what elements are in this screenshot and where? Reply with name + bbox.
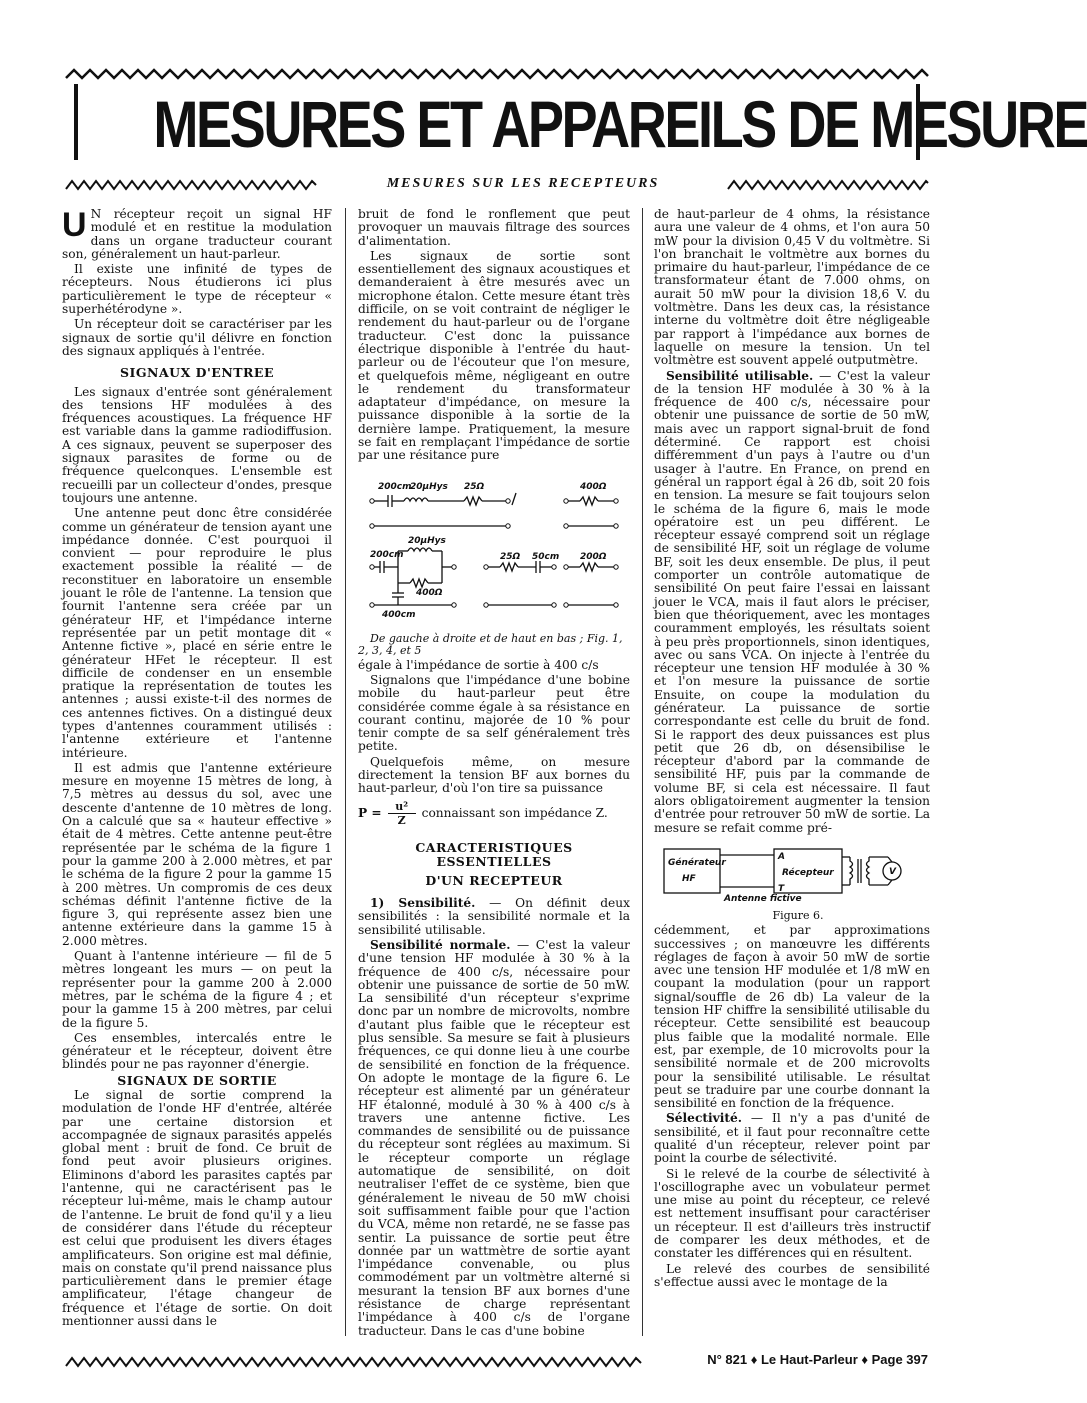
paragraph: Si le relevé de la courbe de sélectivité à l'oscillographe avec un vobulateur permet une mise au point du récepteur, ce relevé est nettement insuffisant pour caractériser un récepteur. Il est d'ailleurs très instructif de comparer les deux méthodes, et de constater les différences qui en résultent. (654, 1166, 930, 1261)
subtitle-line (66, 176, 928, 194)
fig6-generator-label: HF (682, 873, 696, 884)
fig6-receiver-label: Récepteur (782, 867, 834, 878)
fig-label: 50cm (532, 551, 560, 562)
masthead (66, 68, 1087, 164)
column-1 (62, 208, 332, 1330)
paragraph: Le relevé des courbes de sensibilité s'effectue aussi avec le montage de la (654, 1261, 930, 1289)
subtitle-zigzag-right (728, 179, 928, 191)
formula-lhs: P = (358, 805, 382, 820)
paragraph: Une antenne peut donc être considérée comme un générateur de tension ayant une impédance donnée. C'est pourquoi il convient — pour reproduire le plus exactement possible la réalité — de reconstituer en laboratoire un ensemble jouant le rôle de l'antenne. La tension que fournit l'antenne sera créée par un générateur HF, et l'impédance interne représentée par un petit montage dit « Antenne fictive », placé en série entre le générateur HFet le récepteur. Il est difficile de condenser en un ensemble pratique la représentation de toutes les antennes ; aussi existe-t-il des normes de ces antennes fictives. On a distingué deux types d'antennes couramment utilisés : l'antenne extérieure et l'antenne intérieure. (62, 506, 332, 760)
fig-label: 400Ω (416, 587, 443, 598)
fig-label: 200cm (378, 481, 412, 492)
column-divider (642, 208, 643, 1336)
masthead-zigzag-border (66, 68, 928, 80)
paragraph: Quant à l'antenne intérieure — fil de 5 mètres longeant les murs — on peut la représenter pour la gamme 200 à 2.000 mètres, par le schéma de la figure 4 ; et pour la gamme 15 à 200 mètres, par celui de la figure 5. (62, 949, 332, 1030)
fig6-terminal-a: A (778, 851, 785, 862)
paragraph: Il est admis que l'antenne extérieure mesure en moyenne 15 mètres de long, à 7,5 mètres au dessus du sol, avec une descente d'antenne de 10 mètres de long. On a calculé que sa « hauteur effective » était de 4 mètres. Cette antenne peut-être représentée par le schéma de la figure 1 pour la gamme 200 à 2.000 mètres, et par le schéma de la figure 2 pour la gamme 15 à 200 mètres. Un compromis de ces deux schémas définit l'antenne fictive de la figure 3, qui représente assez bien une antenne extérieure dans la gamme 15 à 2.000 mètres. (62, 760, 332, 948)
column-3 (654, 208, 930, 1291)
paragraph: Sensibilité normale. — C'est la valeur d'une tension HF modulée à 30 % à la fréquence de 400 c/s, nécessaire pour obtenir une puissance de sortie de 50 mW. La sensibilité d'un récepteur s'exprime donc par un nombre de microvolts, nombre d'autant plus faible que le récepteur est plus sensible. Sa mesure se fait à plusieurs fréquences, ce qui donne lieu à une courbe de sensibilité en fonction de la fréquence. On adopte le montage de la figure 6. Le récepteur est alimenté par un générateur HF étalonné, modulé à 30 % à 400 c/s à travers une antenne fictive. Les commandes de sensibilité ou de puissance du récepteur sont réglées au maximum. Si le récepteur comporte un réglage automatique de sensibilité, on doit neutraliser l'effet de ce système, bien que généralement le niveau de 50 mW choisi soit suffisamment faible pour que l'action du VCA, même non retardé, ne se fasse pas sentir. La puissance de sortie peut être donnée par un wattmètre de sortie ayant l'impédance convenable, ou plus commodément par un voltmètre alterné si mesurant la tension BF aux bornes d'une résistance de charge représentant l'impédance à 400 c/s de l'organe traducteur. Dans le cas d'une bobine (358, 937, 631, 1338)
paragraph: Ces ensembles, intercalés entre le générateur et le récepteur, doivent être blindés pour ne pas rayonner d'énergie. (62, 1030, 332, 1072)
power-formula (358, 800, 630, 828)
page-subtitle: MESURES SUR LES RECEPTEURS (386, 176, 660, 191)
paragraph: égale à l'impédance de sortie à 400 c/s (358, 657, 599, 672)
title-frame (74, 84, 1087, 161)
paragraph: 1) Sensibilité. — On définit deux sensibilités : la sensibilité normale et la sensibilité utilisable. (358, 896, 630, 937)
paragraph: Il existe une infinité de types de récepteurs. Nous étudierons ici plus particulièrement le type de récepteur « superhétérodyne ». (62, 262, 332, 317)
paragraph: cédemment, et par approximations successives ; on manœuvre les différents réglages de façon à avoir 50 mW de sortie avec une tension HF modulée et 1/8 mW en coupant la modulation (pour un rapport signal/souffle de 26 db) La valeur de la tension HF chiffre la sensibilité utilisable du récepteur. Cette sensibilité est beaucoup plus faible que la modalité normale. Elle est, par exemple, de 10 microvolts pour la sensibilité normale et de 200 microvolts pour la sensibilité utilisable. Le résultat peut se traduire par une courbe donnant la sensibilité en fonction de la fréquence. (654, 923, 930, 1111)
fig6-voltmeter-label: V (889, 866, 896, 877)
column-divider (345, 208, 346, 1336)
fig-label: 20μHys (408, 535, 446, 546)
figure-caption: De gauche à droite et de haut en bas ; Fig. 1, 2, 3, 4, et 5 (358, 631, 623, 657)
page-footer (66, 1352, 928, 1372)
formula-numerator: u² (395, 799, 409, 813)
paragraph: Les signaux de sortie sont essentiellement des signaux acoustiques et demanderaient à être mesurés avec un microphone étalon. Cette mesure étant très difficile, on se voit contraint de négliger le rendement du haut-parleur ou de l'organe traducteur. C'est donc la puissance électrique disponible à l'entrée du haut-parleur ou de l'écouteur que l'on mesure, et quelquefois même, négligeant en outre le rendement du transformateur adaptateur d'impédance, on mesure la puissance disponible à la sortie de la dernière lampe. Pratiquement, la mesure se fait en remplaçant l'impédance de sortie par une résitance pure (358, 248, 630, 463)
section-heading: SIGNAUX DE SORTIE (117, 1072, 277, 1088)
subtitle-zigzag-left (66, 179, 316, 191)
figure-6-diagram (654, 841, 930, 905)
section-heading: CARACTERISTIQUES ESSENTIELLES (415, 840, 573, 869)
drop-cap: U (62, 206, 87, 244)
fig-label: 20μHys (410, 481, 448, 492)
footer-page-info: N° 821 ♦ Le Haut-Parleur ♦ Page 397 (707, 1352, 928, 1367)
paragraph: Sélectivité. — Il n'y a pas d'unité de sensibilité, et il faut pour reconnaître cette qualité d'un récepteur, relever point par point la courbe de sélectivité. (654, 1111, 930, 1166)
paragraph: Quelquefois même, on mesure directement la tension BF aux bornes du haut-parleur, d'où l'on tire sa puissance (358, 754, 630, 796)
footer-zigzag (66, 1356, 641, 1368)
paragraph: Les signaux d'entrée sont généralement des tensions HF modulées à des fréquences acoustiques. La fréquence HF est variable dans la gamme radiodiffusion. A ces signaux, peuvent se superposer des signaux parasites de forme ou de fréquence quelconques. L'ensemble est recueilli par un collecteur d'ondes, presque toujours une antenne. (62, 384, 332, 505)
fig-label: 400Ω (580, 481, 607, 492)
fig-label: 400cm (382, 609, 416, 620)
fig6-terminal-t: T (778, 883, 785, 894)
page-title: MESURES ET APPAREILS DE MESURE (153, 87, 1087, 161)
formula-denominator: Z (397, 813, 406, 827)
fig-label: 200Ω (580, 551, 607, 562)
fig-label: 25Ω (500, 551, 521, 562)
formula-text: connaissant son impédance Z. (421, 805, 608, 820)
paragraph: de haut-parleur de 4 ohms, la résistance aura une valeur de 4 ohms, et l'on aura 50 mW pour la division 0,45 V du voltmètre. Si l'on branchait le voltmètre aux bornes du primaire du haut-parleur, l'impédance de ce transformateur étant de 7.000 ohms, on aurait 50 mW pour la division 18,6 V. du voltmètre. Dans les deux cas, la résistance interne du voltmètre doit être négligeable par rapport à l'impédance aux bornes de laquelle on mesure la tension. Un tel voltmètre est souvent appelé outputmètre. (654, 207, 930, 368)
paragraph: Le signal de sortie comprend la modulation de l'onde HF d'entrée, altérée par une certaine distorsion et accompagnée de signaux parasités appelés global ment : bruit de fond. Ce bruit de fond peut avoir plusieurs origines. Eliminons d'abord les parasites captés par l'antenne, qui ne caractérisent pas le récepteur lui-même, mais le champ autour de l'antenne. Le bruit de fond qu'il y a lieu de considérer dans l'étude du récepteur est celui que produisent les divers étages amplificateurs. Son origine est mal définie, mais on constate qu'il prend naissance plus particulièrement dans le premier étage amplificateur, l'étage changeur de fréquence et l'étage de sortie. On doit mentionner aussi dans le (62, 1088, 332, 1329)
column-2 (358, 208, 630, 1340)
paragraph: Signalons que l'impédance d'une bobine mobile du haut-parleur peut être considérée comme égale à sa résistance en courant continu, majorée de 10 % pour tenir compte de sa self généralement très petite. (358, 672, 630, 754)
paragraph: Sensibilité utilisable. — C'est la valeur de la tension HF modulée à 30 % à la fréquence de 400 c/s, nécessaire pour obtenir une puissance de sortie de 50 mW, mais avec un rapport signal-bruit de fond déterminé. Ce rapport est choisi différemment d'un pays à l'autre ou d'un usager à l'autre. En France, on prend en général un rapport égal à 26 db, soit 20 fois en tension. La mesure se fait toujours selon le schéma de la figure 6, mais le mode opératoire est un peu différent. Le récepteur essayé comprend soit un réglage de sensibilité HF, soit un réglage de volume BF, soit les deux ensemble. De plus, il peut comporter un contrôle automatique de sensibilité On peut faire l'essai en laissant jouer le VCA, mais il faut alors le préciser, bien que théoriquement, avec les montages couramment employés, les résultats soient à peu près proportionnels, sinon identiques, avec ou sans VCA. On injecte à l'entrée du récepteur une tension HF modulée à 30 % et l'on mesure la puissance de sortie Ensuite, on coupe la modulation du générateur. La puissance de sortie correspondante est celle du bruit de fond. Si le rapport des deux puissances est plus petit que 26 db, on désensibilise le récepteur d'abord par la commande de sensibilité HF, puis par la commande de volume BF, si cela est nécessaire. Il faut alors obligatoirement augmenter la tension d'entrée pour retrouver 50 mW de sortie. La mesure se refait comme pré- (654, 368, 931, 835)
section-heading: SIGNAUX D'ENTREE (120, 365, 274, 381)
fig-label: 200cm (370, 549, 404, 560)
fig-label: 25Ω (464, 481, 485, 492)
formula-fraction (388, 800, 416, 828)
fig6-antenna-label: Antenne fictive (724, 893, 802, 904)
fig6-generator-label: Générateur (668, 857, 726, 868)
intro-paragraph: U N récepteur reçoit un signal HF modulé et en restitue la modulation dans un organe traducteur courant son, généralement un haut-parleur. (62, 206, 332, 261)
paragraph: bruit de fond le ronflement que peut provoquer un mauvais filtrage des sources d'alimentation. (358, 207, 630, 248)
paragraph: Un récepteur doit se caractériser par les signaux de sortie qu'il délivre en fonction des signaux appliqués à l'entrée. (62, 317, 332, 358)
antenna-figures-1-5 (358, 469, 630, 629)
figure-caption: Figure 6. (772, 908, 824, 922)
section-heading: D'UN RECEPTEUR (425, 872, 563, 888)
